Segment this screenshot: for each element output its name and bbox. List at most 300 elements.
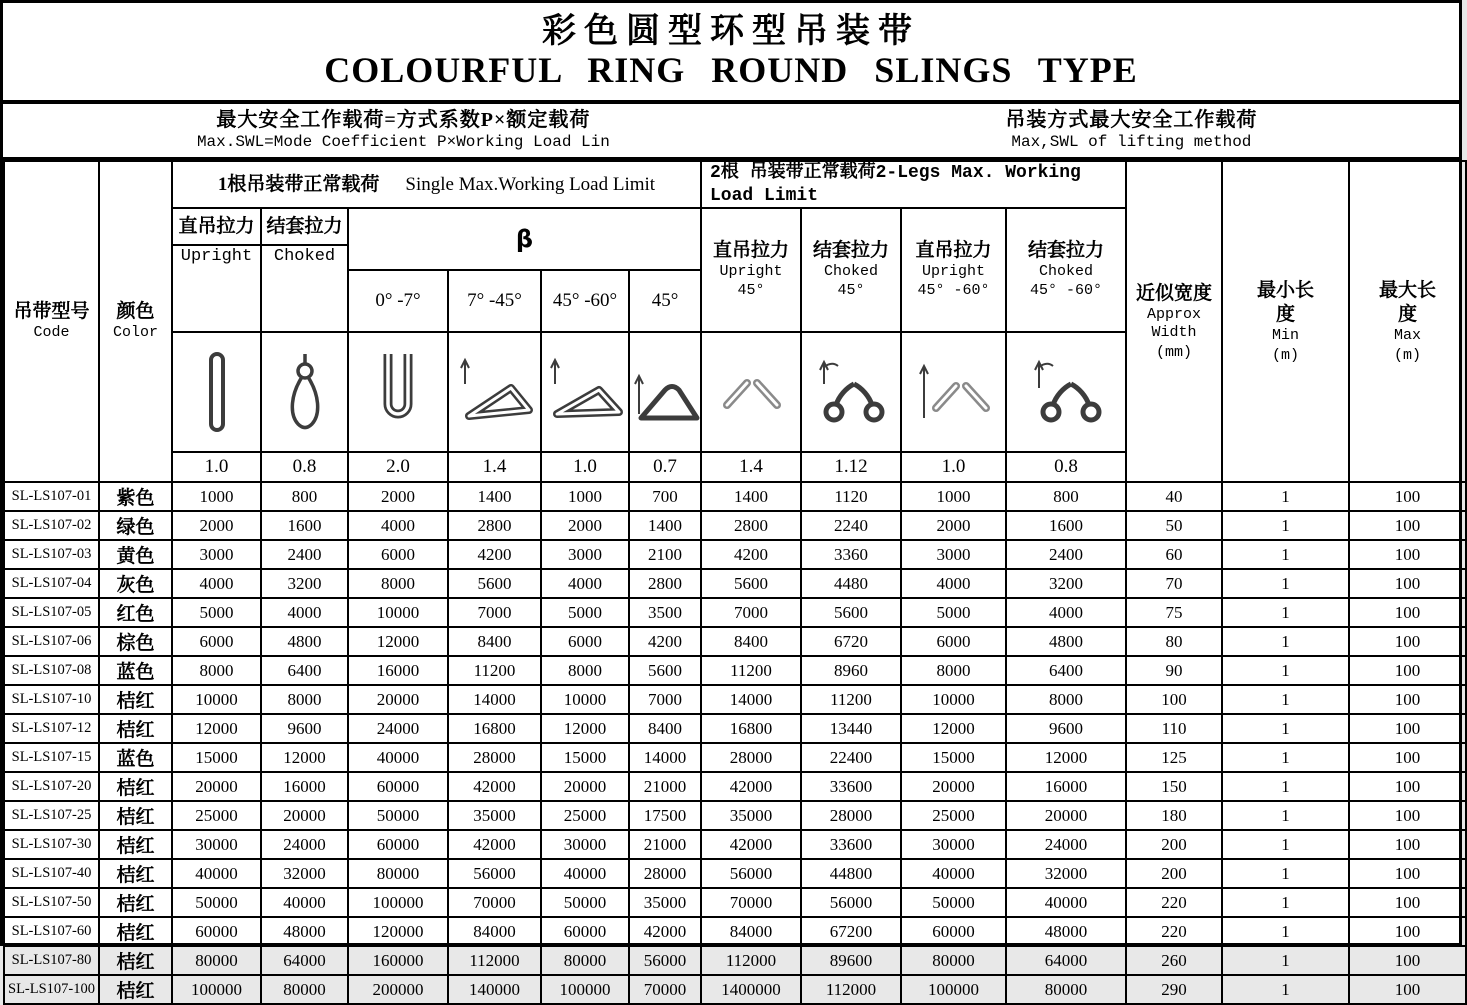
sling-color-cell: 绿色 [99,511,172,540]
max-label-zh2: 度 [1398,304,1418,326]
approx-width-cell: 220 [1126,917,1222,946]
max-length-cell: 100 [1349,482,1466,511]
coefficient-leg-upright-45: 1.4 [701,452,801,482]
max-length-cell: 100 [1349,888,1466,917]
width-label-zh: 近似宽度 [1136,282,1213,304]
basket-45-load-cell: 28000 [629,859,701,888]
leg0-angle: 45° [737,281,765,299]
basket-0-7-load-cell: 24000 [348,714,448,743]
basket-45-load-cell: 1400 [629,511,701,540]
sling-code-cell: SL-LS107-25 [4,801,99,830]
min-length-cell: 1 [1222,656,1349,685]
table-row [4,975,1466,1004]
group-header-two-leg [701,161,1126,208]
leg-col-upright-45-60 [901,208,1006,332]
leg-upright-45-60-load-cell: 12000 [901,714,1006,743]
basket-7-45-load-cell: 8400 [448,627,541,656]
leg-upright-45-load-cell: 56000 [701,859,801,888]
sling-code-cell: SL-LS107-100 [4,975,99,1004]
leg-upright-45-load-cell: 5600 [701,569,801,598]
basket-7-45-load-cell: 11200 [448,656,541,685]
basket-45-load-cell: 70000 [629,975,701,1004]
basket-45-60-load-cell: 20000 [541,772,629,801]
basket-45-load-cell: 700 [629,482,701,511]
leg-choked-45-load-cell: 5600 [801,598,901,627]
leg-choked-45-60-load-cell: 40000 [1006,888,1126,917]
coefficient-basket: 2.0 [348,452,448,482]
sling-color-cell: 桔红 [99,685,172,714]
leg-upright-45-load-cell: 35000 [701,801,801,830]
basket-45-load-cell: 42000 [629,917,701,946]
swl-formula-en: Max.SWL=Mode Coefficient P×Working Load Lin [196,133,610,152]
basket-45-60-load-cell: 40000 [541,859,629,888]
min-length-cell: 1 [1222,598,1349,627]
table-row [4,830,1466,859]
leg-upright-45-load-cell: 2800 [701,511,801,540]
basket-7-45-load-cell: 2800 [448,511,541,540]
max-length-cell: 100 [1349,511,1466,540]
leg-choked-45-60-load-cell: 1600 [1006,511,1126,540]
sling-code-cell: SL-LS107-30 [4,830,99,859]
min-length-cell: 1 [1222,801,1349,830]
min-length-cell: 1 [1222,482,1349,511]
sling-color-cell: 桔红 [99,859,172,888]
upright-load-cell: 15000 [172,743,261,772]
sling-code-cell: SL-LS107-60 [4,917,99,946]
approx-width-cell: 180 [1126,801,1222,830]
basket-45-60-load-cell: 2000 [541,511,629,540]
leg-choked-45-load-cell: 67200 [801,917,901,946]
min-length-cell: 1 [1222,975,1349,1004]
approx-width-cell: 125 [1126,743,1222,772]
basket-0-7-load-cell: 40000 [348,743,448,772]
leg-upright-45-load-cell: 1400000 [701,975,801,1004]
upright-load-cell: 20000 [172,772,261,801]
max-length-cell: 100 [1349,569,1466,598]
leg-choked-45-60-load-cell: 48000 [1006,917,1126,946]
choked-load-cell: 6400 [261,656,348,685]
choked-load-cell: 40000 [261,888,348,917]
max-length-cell: 100 [1349,917,1466,946]
basket-0-7-load-cell: 120000 [348,917,448,946]
coefficient-vertical: 1.0 [172,452,261,482]
upright-load-cell: 3000 [172,540,261,569]
basket-45-60-load-cell: 3000 [541,540,629,569]
angle-0-7: 0° -7° [348,270,448,332]
leg2-angle: 45° -60° [917,281,990,299]
basket-7-45-load-cell: 7000 [448,598,541,627]
leg3-en: Choked [1039,263,1094,281]
max-label-en: Max [1394,326,1422,344]
basket-0-7-load-cell: 60000 [348,830,448,859]
sling-code-cell: SL-LS107-20 [4,772,99,801]
swl-method-zh: 吊装方式最大安全工作载荷 [1005,109,1258,132]
leg-upright-45-load-cell: 28000 [701,743,801,772]
leg-upright-45-60-load-cell: 15000 [901,743,1006,772]
leg-upright-45-60-load-cell: 1000 [901,482,1006,511]
leg-upright-45-load-cell: 4200 [701,540,801,569]
min-unit: (m) [1272,346,1300,364]
sling-color-cell: 桔红 [99,888,172,917]
two-leg-upright-45-icon [701,332,801,452]
basket-7-45-load-cell: 5600 [448,569,541,598]
choked-load-cell: 3200 [261,569,348,598]
choked-load-cell: 800 [261,482,348,511]
choked-load-cell: 4800 [261,627,348,656]
sling-code-cell: SL-LS107-04 [4,569,99,598]
max-length-cell: 100 [1349,859,1466,888]
choked-load-cell: 2400 [261,540,348,569]
sling-color-cell: 桔红 [99,801,172,830]
min-length-cell: 1 [1222,714,1349,743]
leg-choked-45-load-cell: 11200 [801,685,901,714]
max-length-cell: 100 [1349,801,1466,830]
min-length-cell: 1 [1222,772,1349,801]
leg-choked-45-load-cell: 22400 [801,743,901,772]
table-row [4,627,1466,656]
basket-7-45-load-cell: 42000 [448,772,541,801]
col-header-color [99,161,172,482]
leg-upright-45-60-load-cell: 80000 [901,946,1006,975]
leg-upright-45-load-cell: 84000 [701,917,801,946]
angle-7-45: 7° -45° [448,270,541,332]
basket-45-load-cell: 21000 [629,830,701,859]
swl-method-en: Max,SWL of lifting method [1011,133,1252,152]
basket-45-60-load-cell: 25000 [541,801,629,830]
basket-0-7-load-cell: 100000 [348,888,448,917]
basket-7-45-load-cell: 70000 [448,888,541,917]
basket-45-load-cell: 35000 [629,888,701,917]
basket-45-load-cell: 2800 [629,569,701,598]
swl-method [804,108,1459,153]
basket-0-7-load-cell: 60000 [348,772,448,801]
leg-choked-45-60-load-cell: 12000 [1006,743,1126,772]
sling-code-cell: SL-LS107-02 [4,511,99,540]
basket-7-45-load-cell: 35000 [448,801,541,830]
choked-load-cell: 4000 [261,598,348,627]
title-block [3,3,1459,104]
leg-choked-45-60-load-cell: 6400 [1006,656,1126,685]
leg-choked-45-60-load-cell: 4800 [1006,627,1126,656]
color-label-en: Color [112,324,158,341]
basket-45-60-load-cell: 5000 [541,598,629,627]
basket-0-7-load-cell: 16000 [348,656,448,685]
basket-angle-7-45-icon [541,332,629,452]
approx-width-cell: 220 [1126,888,1222,917]
approx-width-cell: 150 [1126,772,1222,801]
choked-load-cell: 32000 [261,859,348,888]
upright-load-cell: 10000 [172,685,261,714]
basket-0-7-load-cell: 50000 [348,801,448,830]
basket-7-45-load-cell: 28000 [448,743,541,772]
leg-upright-45-60-load-cell: 40000 [901,859,1006,888]
basket-45-load-cell: 2100 [629,540,701,569]
basket-0-7-load-cell: 2000 [348,482,448,511]
leg-upright-45-60-load-cell: 3000 [901,540,1006,569]
approx-width-cell: 75 [1126,598,1222,627]
choked-load-cell: 8000 [261,685,348,714]
two-leg-choked-45-icon [801,332,901,452]
basket-45-60-load-cell: 8000 [541,656,629,685]
max-length-cell: 100 [1349,540,1466,569]
basket-0-7-load-cell: 200000 [348,975,448,1004]
table-row [4,801,1466,830]
approx-width-cell: 80 [1126,627,1222,656]
approx-width-cell: 200 [1126,859,1222,888]
basket-0-7-load-cell: 8000 [348,569,448,598]
swl-formula [3,108,804,153]
leg-upright-45-load-cell: 112000 [701,946,801,975]
single-upright-zh [172,208,261,245]
basket-0-7-load-cell: 6000 [348,540,448,569]
col-header-min-length [1222,161,1349,482]
max-length-cell: 100 [1349,598,1466,627]
approx-width-cell: 260 [1126,946,1222,975]
basket-7-45-load-cell: 84000 [448,917,541,946]
sling-code-cell: SL-LS107-12 [4,714,99,743]
basket-angle-45-icon [629,332,701,452]
two-leg-upright-45-60-icon [901,332,1006,452]
leg-upright-45-load-cell: 8400 [701,627,801,656]
basket-45-load-cell: 21000 [629,772,701,801]
upright-load-cell: 25000 [172,801,261,830]
leg-choked-45-load-cell: 89600 [801,946,901,975]
code-label-zh: 吊带型号 [13,301,90,323]
leg-upright-45-60-load-cell: 20000 [901,772,1006,801]
leg-upright-45-60-load-cell: 10000 [901,685,1006,714]
basket-45-load-cell: 14000 [629,743,701,772]
min-length-cell: 1 [1222,743,1349,772]
angle-45-60: 45° -60° [541,270,629,332]
basket-45-60-load-cell: 6000 [541,627,629,656]
basket-7-45-load-cell: 112000 [448,946,541,975]
upright-load-cell: 60000 [172,917,261,946]
leg-upright-45-60-load-cell: 60000 [901,917,1006,946]
leg-upright-45-60-load-cell: 25000 [901,801,1006,830]
table-row [4,656,1466,685]
sling-color-cell: 桔红 [99,917,172,946]
leg-choked-45-60-load-cell: 64000 [1006,946,1126,975]
min-length-cell: 1 [1222,888,1349,917]
max-length-cell: 100 [1349,685,1466,714]
approx-width-cell: 70 [1126,569,1222,598]
leg1-en: Choked [823,263,878,281]
table-row [4,511,1466,540]
sling-color-cell: 黄色 [99,540,172,569]
width-label-en1: Approx [1147,305,1202,323]
leg-upright-45-load-cell: 11200 [701,656,801,685]
upright-load-cell: 100000 [172,975,261,1004]
leg-upright-45-60-load-cell: 2000 [901,511,1006,540]
leg-choked-45-load-cell: 44800 [801,859,901,888]
group-header-single [172,161,701,208]
max-unit: (m) [1394,346,1422,364]
leg-choked-45-load-cell: 28000 [801,801,901,830]
sling-color-cell: 桔红 [99,946,172,975]
choked-load-cell: 9600 [261,714,348,743]
basket-angle-0-7-icon [448,332,541,452]
table-row [4,888,1466,917]
choke-hitch-icon [261,332,348,452]
page-title-zh: 彩色圆型环型吊装带 [542,13,920,51]
leg-choked-45-load-cell: 2240 [801,511,901,540]
leg-upright-45-60-load-cell: 4000 [901,569,1006,598]
min-label-en: Min [1272,326,1300,344]
basket-45-60-load-cell: 60000 [541,917,629,946]
coefficient-choked: 0.8 [261,452,348,482]
leg-upright-45-load-cell: 42000 [701,772,801,801]
sling-color-cell: 蓝色 [99,743,172,772]
sling-color-cell: 灰色 [99,569,172,598]
data-rows [4,482,1466,1004]
leg-choked-45-load-cell: 4480 [801,569,901,598]
basket-45-60-load-cell: 50000 [541,888,629,917]
leg-choked-45-60-load-cell: 20000 [1006,801,1126,830]
leg-choked-45-60-load-cell: 16000 [1006,772,1126,801]
subtitle-block [3,104,1459,160]
basket-45-60-load-cell: 1000 [541,482,629,511]
basket-45-load-cell: 56000 [629,946,701,975]
basket-45-load-cell: 3500 [629,598,701,627]
coefficient-45: 0.7 [629,452,701,482]
upright-load-cell: 4000 [172,569,261,598]
leg-upright-45-load-cell: 16800 [701,714,801,743]
basket-45-60-load-cell: 15000 [541,743,629,772]
max-length-cell: 100 [1349,656,1466,685]
leg-choked-45-60-load-cell: 4000 [1006,598,1126,627]
col-header-max-length [1349,161,1466,482]
angle-45: 45° [629,270,701,332]
basket-hitch-icon [348,332,448,452]
leg-upright-45-load-cell: 1400 [701,482,801,511]
sling-color-cell: 桔红 [99,714,172,743]
sling-color-cell: 桔红 [99,830,172,859]
code-label-en: Code [33,324,70,341]
leg-choked-45-load-cell: 3360 [801,540,901,569]
coefficient-0-7: 1.4 [448,452,541,482]
choked-load-cell: 12000 [261,743,348,772]
min-length-cell: 1 [1222,627,1349,656]
basket-45-load-cell: 5600 [629,656,701,685]
table-row [4,743,1466,772]
leg-upright-45-load-cell: 70000 [701,888,801,917]
max-label-zh1: 最大长 [1379,280,1437,302]
basket-7-45-load-cell: 140000 [448,975,541,1004]
min-length-cell: 1 [1222,830,1349,859]
min-label-zh1: 最小长 [1257,280,1315,302]
leg-choked-45-60-load-cell: 3200 [1006,569,1126,598]
leg-choked-45-load-cell: 112000 [801,975,901,1004]
width-label-en2: Width [1151,324,1197,342]
basket-7-45-load-cell: 4200 [448,540,541,569]
leg-choked-45-60-load-cell: 2400 [1006,540,1126,569]
vertical-hitch-icon [172,332,261,452]
table-row [4,569,1466,598]
width-unit: (mm) [1156,344,1193,362]
max-length-cell: 100 [1349,743,1466,772]
basket-45-load-cell: 17500 [629,801,701,830]
basket-0-7-load-cell: 20000 [348,685,448,714]
leg-upright-45-60-load-cell: 8000 [901,656,1006,685]
min-length-cell: 1 [1222,859,1349,888]
basket-7-45-load-cell: 1400 [448,482,541,511]
approx-width-cell: 60 [1126,540,1222,569]
basket-45-load-cell: 4200 [629,627,701,656]
sling-color-cell: 紫色 [99,482,172,511]
upright-load-cell: 50000 [172,888,261,917]
leg-choked-45-load-cell: 13440 [801,714,901,743]
upright-load-cell: 1000 [172,482,261,511]
leg-choked-45-60-load-cell: 800 [1006,482,1126,511]
basket-0-7-load-cell: 12000 [348,627,448,656]
sling-code-cell: SL-LS107-08 [4,656,99,685]
basket-0-7-load-cell: 4000 [348,511,448,540]
upright-load-cell: 8000 [172,656,261,685]
sling-color-cell: 桔红 [99,975,172,1004]
sling-code-cell: SL-LS107-06 [4,627,99,656]
leg-choked-45-load-cell: 33600 [801,772,901,801]
min-label-zh2: 度 [1276,304,1296,326]
leg-choked-45-load-cell: 1120 [801,482,901,511]
basket-0-7-load-cell: 80000 [348,859,448,888]
leg3-zh: 结套拉力 [1028,240,1105,262]
min-length-cell: 1 [1222,946,1349,975]
choked-zh-label: 结套拉力 [266,215,343,237]
basket-7-45-load-cell: 16800 [448,714,541,743]
leg-upright-45-60-load-cell: 5000 [901,598,1006,627]
upright-zh-label: 直吊拉力 [178,215,255,237]
table-row [4,772,1466,801]
basket-45-60-load-cell: 4000 [541,569,629,598]
upright-load-cell: 30000 [172,830,261,859]
leg-col-upright-45 [701,208,801,332]
choked-en-label: Choked [273,247,336,266]
basket-45-load-cell: 7000 [629,685,701,714]
basket-7-45-load-cell: 42000 [448,830,541,859]
leg1-angle: 45° [837,281,865,299]
min-length-cell: 1 [1222,569,1349,598]
max-length-cell: 100 [1349,975,1466,1004]
leg-upright-45-load-cell: 42000 [701,830,801,859]
coefficient-leg-upright-45-60: 1.0 [901,452,1006,482]
basket-0-7-load-cell: 10000 [348,598,448,627]
leg-choked-45-load-cell: 33600 [801,830,901,859]
max-length-cell: 100 [1349,946,1466,975]
sling-code-cell: SL-LS107-01 [4,482,99,511]
leg-choked-45-60-load-cell: 32000 [1006,859,1126,888]
leg-choked-45-60-load-cell: 80000 [1006,975,1126,1004]
sling-code-cell: SL-LS107-03 [4,540,99,569]
leg-choked-45-60-load-cell: 9600 [1006,714,1126,743]
page-title-en: COLOURFUL RING ROUND SLINGS TYPE [324,50,1138,91]
min-length-cell: 1 [1222,511,1349,540]
approx-width-cell: 100 [1126,685,1222,714]
leg-choked-45-load-cell: 56000 [801,888,901,917]
leg-upright-45-60-load-cell: 6000 [901,627,1006,656]
sling-code-cell: SL-LS107-80 [4,946,99,975]
approx-width-cell: 40 [1126,482,1222,511]
leg-upright-45-60-load-cell: 100000 [901,975,1006,1004]
single-choked-zh [261,208,348,245]
basket-45-60-load-cell: 10000 [541,685,629,714]
table-row [4,540,1466,569]
leg-choked-45-load-cell: 6720 [801,627,901,656]
sling-code-cell: SL-LS107-10 [4,685,99,714]
leg-upright-45-60-load-cell: 50000 [901,888,1006,917]
single-upright-en [172,245,261,332]
table-row [4,859,1466,888]
basket-45-60-load-cell: 100000 [541,975,629,1004]
